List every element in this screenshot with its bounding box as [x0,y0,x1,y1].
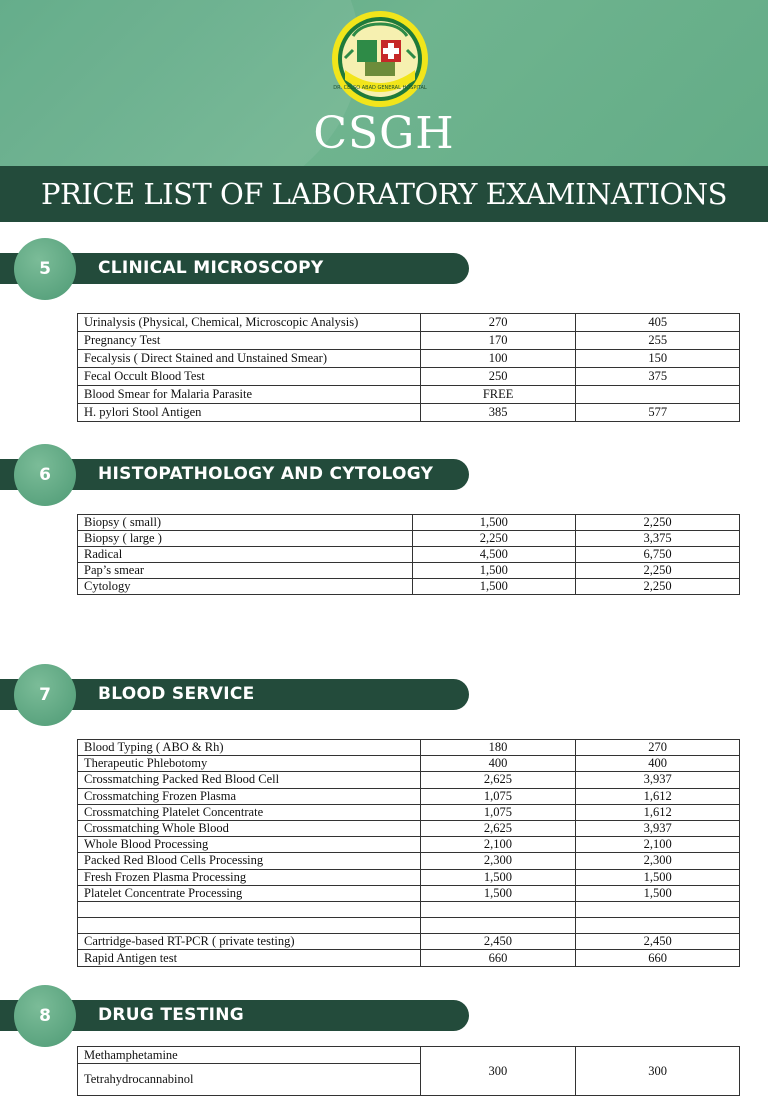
price-1: 385 [420,404,576,422]
exam-name: Platelet Concentrate Processing [78,885,421,901]
price-1: 1,500 [420,869,576,885]
exam-name: Therapeutic Phlebotomy [78,756,421,772]
exam-name: Fresh Frozen Plasma Processing [78,869,421,885]
exam-name: H. pylori Stool Antigen [78,404,421,422]
price-2: 1,500 [576,885,740,901]
table-row [78,869,740,885]
exam-name: Packed Red Blood Cells Processing [78,853,421,869]
exam-name: Biopsy ( large ) [78,531,413,547]
price-1: 180 [420,740,576,756]
price-1: FREE [420,386,576,404]
table-row [78,547,740,563]
price-2: 6,750 [576,547,740,563]
price-1: 2,300 [420,853,576,869]
price-1: 660 [420,950,576,966]
price-2: 1,612 [576,804,740,820]
price-2: 400 [576,756,740,772]
section-title: BLOOD SERVICE [98,684,255,704]
price-1: 170 [420,332,576,350]
exam-name: Radical [78,547,413,563]
section-number: 6 [14,444,76,506]
price-2: 2,450 [576,934,740,950]
exam-name: Crossmatching Whole Blood [78,820,421,836]
table-row [78,1047,740,1064]
table-row [78,756,740,772]
exam-name: Crossmatching Platelet Concentrate [78,804,421,820]
section-title: CLINICAL MICROSCOPY [98,258,324,278]
exam-name: Tetrahydrocannabinol [78,1064,421,1096]
exam-name: Rapid Antigen test [78,950,421,966]
price-2: 660 [576,950,740,966]
price-2: 300 [576,1047,740,1096]
price-2: 375 [576,368,740,386]
exam-name: Whole Blood Processing [78,837,421,853]
table-row [78,885,740,901]
price-1: 2,250 [412,531,576,547]
price-1: 1,075 [420,788,576,804]
price-2: 405 [576,314,740,332]
price-2: 270 [576,740,740,756]
exam-name: Methamphetamine [78,1047,421,1064]
price-1: 2,625 [420,772,576,788]
price-1: 1,075 [420,804,576,820]
exam-name [78,918,421,934]
price-2 [576,386,740,404]
table-row [78,386,740,404]
price-2: 1,612 [576,788,740,804]
price-1: 4,500 [412,547,576,563]
price-2: 1,500 [576,869,740,885]
price-1: 1,500 [412,579,576,595]
exam-name: Biopsy ( small) [78,515,413,531]
logo-text: DR. CELSO ABAD GENERAL HOSPITAL [333,85,427,91]
price-1: 2,625 [420,820,576,836]
exam-name: Pregnancy Test [78,332,421,350]
page-title: PRICE LIST OF LABORATORY EXAMINATIONS [41,177,727,211]
price-1: 100 [420,350,576,368]
page-header [0,0,768,222]
price-1: 2,100 [420,837,576,853]
hospital-seal-logo [331,10,429,108]
exam-name: Blood Smear for Malaria Parasite [78,386,421,404]
table-row [78,837,740,853]
brand-name: CSGH [313,108,455,159]
section-number: 5 [14,238,76,300]
table-blood-service [77,739,740,967]
price-2: 2,250 [576,563,740,579]
price-2: 2,300 [576,853,740,869]
exam-name: Cytology [78,579,413,595]
table-row [78,740,740,756]
exam-name: Crossmatching Packed Red Blood Cell [78,772,421,788]
table-row [78,563,740,579]
price-1: 270 [420,314,576,332]
table-histopathology [77,514,740,595]
price-1: 1,500 [412,515,576,531]
exam-name: Blood Typing ( ABO & Rh) [78,740,421,756]
price-2: 2,100 [576,837,740,853]
table-row [78,332,740,350]
table-row [78,368,740,386]
table-row [78,531,740,547]
section-header-drug-testing [0,985,768,1055]
section-title: DRUG TESTING [98,1005,245,1025]
section-number: 8 [14,985,76,1047]
price-2 [576,901,740,917]
exam-name: Fecalysis ( Direct Stained and Unstained Smear) [78,350,421,368]
table-row [78,804,740,820]
section-header-clinical-microscopy [0,238,768,308]
table-row [78,350,740,368]
table-row [78,820,740,836]
exam-name: Fecal Occult Blood Test [78,368,421,386]
table-row [78,901,740,917]
exam-name: Crossmatching Frozen Plasma [78,788,421,804]
price-1 [420,901,576,917]
price-2: 3,375 [576,531,740,547]
table-row [78,934,740,950]
price-2 [576,918,740,934]
price-2: 150 [576,350,740,368]
table-row [78,950,740,966]
price-1: 1,500 [412,563,576,579]
table-row [78,404,740,422]
price-2: 2,250 [576,579,740,595]
table-row [78,314,740,332]
table-row [78,918,740,934]
price-1: 2,450 [420,934,576,950]
exam-name [78,901,421,917]
table-drug-testing [77,1046,740,1096]
price-2: 3,937 [576,772,740,788]
table-row [78,772,740,788]
table-row [78,788,740,804]
price-1: 300 [420,1047,576,1096]
table-clinical-microscopy [77,313,740,422]
price-1 [420,918,576,934]
price-2: 3,937 [576,820,740,836]
exam-name: Urinalysis (Physical, Chemical, Microscopic Analysis) [78,314,421,332]
section-title: HISTOPATHOLOGY AND CYTOLOGY [98,464,434,484]
exam-name: Cartridge-based RT-PCR ( private testing) [78,934,421,950]
table-row [78,853,740,869]
price-2: 255 [576,332,740,350]
table-row [78,579,740,595]
exam-name: Pap’s smear [78,563,413,579]
section-header-histopathology [0,444,768,514]
section-number: 7 [14,664,76,726]
section-header-blood-service [0,664,768,734]
price-1: 250 [420,368,576,386]
price-1: 1,500 [420,885,576,901]
table-row [78,515,740,531]
price-2: 577 [576,404,740,422]
price-2: 2,250 [576,515,740,531]
title-bar [0,166,768,222]
price-1: 400 [420,756,576,772]
